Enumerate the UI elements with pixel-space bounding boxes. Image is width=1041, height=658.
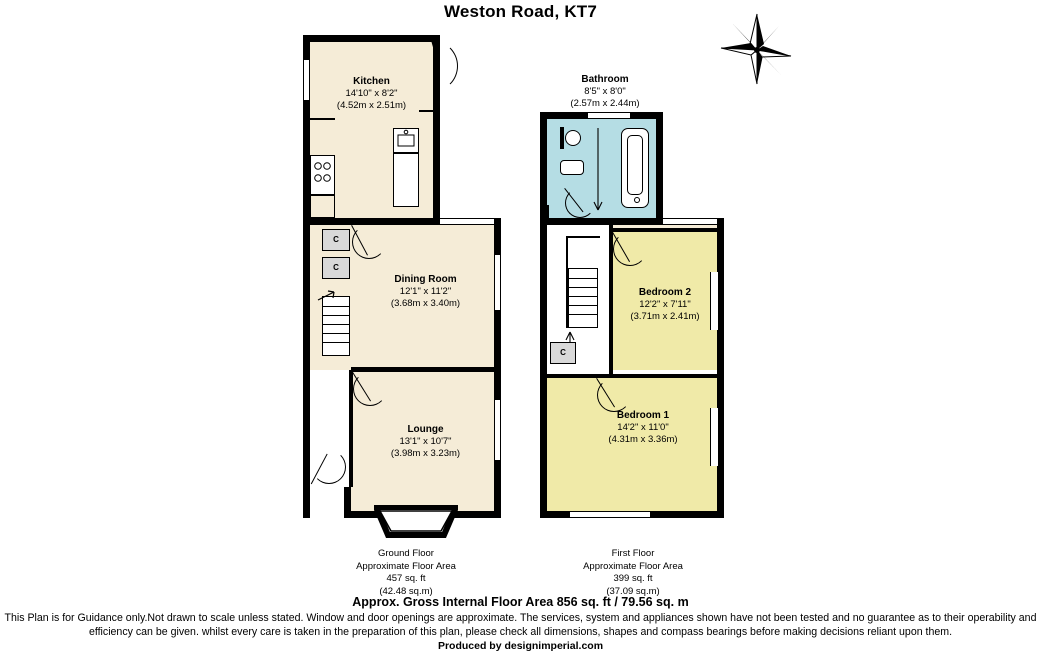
bedroom2-window-top [663, 218, 717, 225]
ground-wall-kitchen-dining [310, 218, 433, 225]
kitchen-counter-line [310, 118, 335, 120]
label-bathroom [540, 74, 670, 110]
first-wall-left [540, 218, 547, 518]
first-stair-rail [566, 236, 568, 328]
cupboard-label: C [560, 348, 566, 357]
kitchen-sink-icon [393, 128, 419, 153]
first-wall-bed1-top [547, 374, 717, 378]
first-wall-bath-left [540, 112, 547, 225]
bath-tub-icon [621, 128, 649, 208]
label-bedroom-2 [590, 287, 740, 323]
label-lounge [348, 424, 503, 460]
label-bedroom-1 [568, 410, 718, 446]
first-wall-bath-left2 [547, 112, 557, 119]
room-dim-metric: (3.71m x 2.41m) [630, 311, 700, 322]
kitchen-appliance-icon [393, 153, 419, 207]
ground-stairs [322, 296, 350, 356]
gross-area-summary: Approx. Gross Internal Floor Area 856 sq. ft / 79.56 sq. m [352, 595, 689, 609]
bathroom-door-jamb [547, 205, 549, 218]
room-dim-imperial: 8'5" x 8'0" [584, 86, 626, 97]
room-dim-imperial: 12'2" x 7'11" [639, 299, 691, 310]
bedroom1-window-bottom [570, 511, 650, 518]
room-name: Lounge [407, 424, 444, 435]
disclaimer-line-1: This Plan is for Guidance only.Not drawn to scale unless stated. Window and door openings are approximate. The services, system and appliances shown have not been tested and no guarantee as to their [4, 612, 965, 624]
kitchen-unit-icon [310, 195, 335, 218]
first-floor-caption [545, 548, 721, 598]
room-dim-metric: (3.68m x 3.40m) [390, 298, 461, 309]
room-dim-imperial: 12'1" x 11'2" [399, 286, 452, 297]
room-name: Bedroom 2 [638, 287, 692, 298]
bathroom-direction-arrow-icon [591, 126, 605, 216]
floor-name: First Floor [611, 548, 655, 559]
room-name: Dining Room [394, 274, 457, 285]
cupboard-label: C [333, 263, 339, 272]
room-dim-metric: (4.52m x 2.51m) [336, 100, 407, 111]
room-dim-imperial: 13'1" x 10'7" [399, 436, 452, 447]
label-kitchen [300, 76, 443, 112]
cupboard-ground-1 [322, 229, 350, 251]
first-wall-bed2-top [609, 228, 717, 232]
room-dim-imperial: 14'10" x 8'2" [345, 88, 398, 99]
page-title: Weston Road, KT7 [443, 2, 598, 21]
dining-door-arc-top [352, 225, 386, 259]
kitchen-hob-icon [310, 155, 335, 195]
front-door-arc [312, 450, 346, 484]
bath-basin-icon [560, 160, 584, 175]
room-dim-metric: (4.31m x 3.36m) [608, 434, 678, 445]
stairs-direction-arrow-icon [316, 288, 338, 304]
cupboard-ground-2 [322, 257, 350, 279]
kitchen-window-left [303, 55, 310, 57]
ground-floor-caption [318, 548, 494, 598]
ground-wall-left-lower [303, 218, 310, 518]
bath-wc-cistern [560, 127, 564, 149]
floor-area-sqft: 457 sq. ft [386, 573, 426, 584]
label-dining-room [348, 274, 503, 310]
lounge-bay-window [374, 505, 458, 541]
bathroom-window-top [588, 112, 630, 119]
floor-name: Ground Floor [378, 548, 434, 559]
produced-by: Produced by designimperial.com [437, 640, 604, 652]
room-name: Kitchen [353, 76, 390, 87]
disclaimer-line-2: operability and efficiency can be given. whilst every care is taken in the preparation of this plan, please check all dimensions, shapes and compass bearings before making decisions reliant upon them. [88, 612, 1037, 638]
floor-area-label: Approximate Floor Area [356, 560, 456, 572]
room-name: Bedroom 1 [616, 410, 670, 421]
room-dim-metric: (3.98m x 3.23m) [390, 448, 461, 459]
floor-area-sqft: 399 sq. ft [613, 573, 653, 584]
room-name: Bathroom [581, 74, 629, 85]
cupboard-label: C [333, 235, 339, 244]
ground-wall-top [303, 35, 440, 42]
compass-rose-icon [714, 8, 800, 88]
bath-wc-icon [565, 130, 581, 146]
disclaimer-text [0, 612, 1041, 639]
cupboard-first-1 [550, 342, 576, 364]
dining-window-top [440, 218, 494, 225]
floor-area-sqm: (37.09 sq.m) [606, 585, 660, 597]
room-dim-metric: (2.57m x 2.44m) [570, 98, 640, 109]
first-stair-rail-top [566, 236, 600, 238]
first-wall-bath-landing [547, 218, 656, 225]
floor-area-label: Approximate Floor Area [583, 560, 683, 572]
first-wall-bath-right [656, 112, 663, 220]
room-dim-imperial: 14'2" x 11'0" [617, 422, 669, 433]
first-wall-right [717, 218, 724, 518]
floor-area-sqm: (42.48 sq.m) [379, 585, 433, 597]
